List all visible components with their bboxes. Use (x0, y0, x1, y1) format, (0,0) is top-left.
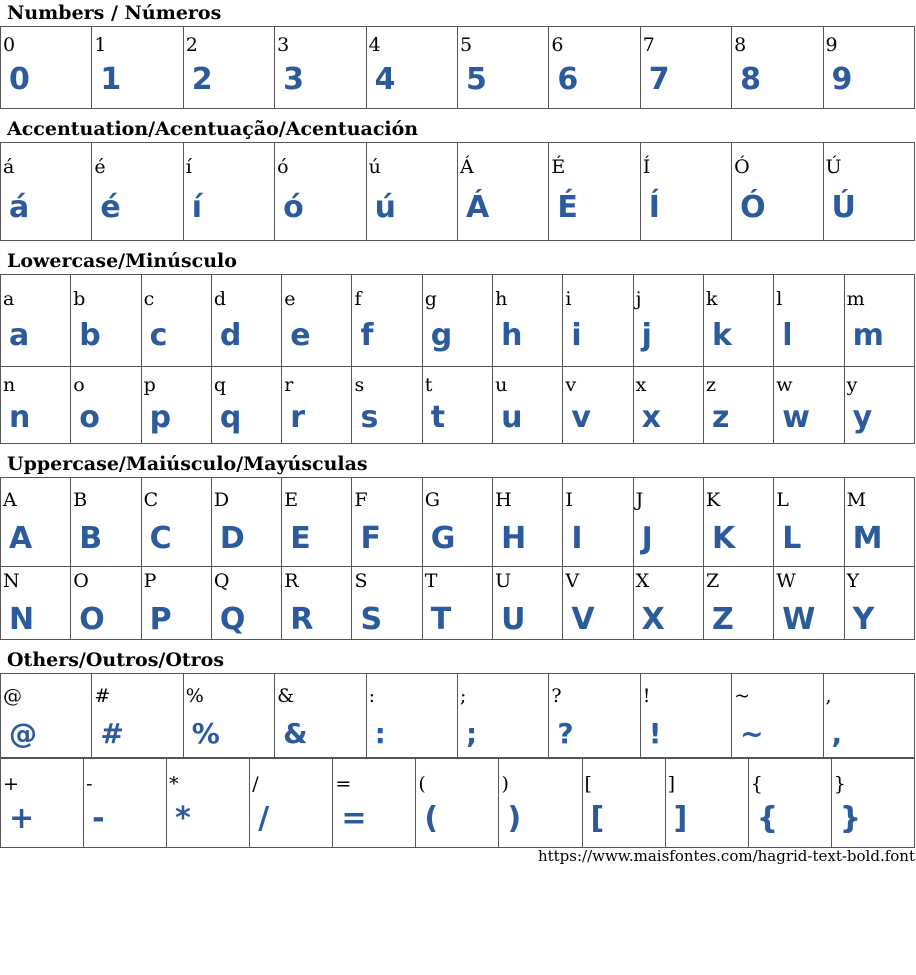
glyph-cell (633, 478, 703, 567)
glyph-label: l (776, 288, 783, 310)
glyph-sample: Ó (740, 190, 766, 225)
glyph-label: { (750, 773, 763, 795)
glyph-cell (774, 275, 844, 367)
glyph-cell (823, 143, 914, 241)
glyph-label: S (354, 570, 368, 592)
glyph-sample: / (258, 801, 270, 836)
glyph-sample: ? (557, 717, 574, 750)
glyph-cell (1, 143, 92, 241)
glyph-label: 3 (277, 34, 290, 56)
glyph-sample: ] (673, 801, 688, 836)
glyph-sample: } (839, 801, 862, 836)
glyph-sample: 6 (557, 62, 579, 97)
glyph-sample: k (711, 318, 732, 353)
glyph-label: Y (846, 570, 860, 592)
glyph-label: q (213, 374, 227, 396)
glyph-label: ? (551, 685, 562, 707)
glyph-cell (844, 478, 914, 567)
glyph-label: k (705, 288, 718, 310)
glyph-cell (282, 567, 352, 640)
glyph-cell (457, 27, 548, 109)
glyph-label: Á (459, 156, 474, 178)
glyph-cell (366, 674, 457, 759)
glyph-cell (333, 758, 416, 848)
glyph-label: N (3, 570, 20, 592)
glyph-label: 2 (185, 34, 198, 56)
glyph-cell (1, 674, 92, 759)
glyph-cell (774, 567, 844, 640)
glyph-sample: V (571, 602, 595, 637)
glyph-label: 7 (642, 34, 655, 56)
glyph-row (1, 567, 915, 640)
glyph-cell (366, 27, 457, 109)
others-table-1 (0, 673, 915, 759)
glyph-sample: d (219, 318, 242, 353)
glyph-cell (211, 275, 281, 367)
lowercase-title: Lowercase/Minúsculo (7, 250, 237, 272)
glyph-sample: p (149, 400, 172, 435)
glyph-label: t (424, 374, 433, 396)
glyph-label: G (424, 489, 440, 511)
glyph-row (1, 27, 915, 109)
glyph-label: a (3, 288, 15, 310)
glyph-cell (422, 367, 492, 444)
glyph-sample: Q (219, 602, 246, 637)
glyph-cell (1, 27, 92, 109)
glyph-label: i (565, 288, 572, 310)
glyph-sample: 4 (374, 62, 396, 97)
glyph-label: r (284, 374, 294, 396)
glyph-sample: L (782, 521, 802, 556)
glyph-sample: I (571, 521, 583, 556)
glyph-sample: ( (424, 801, 439, 836)
glyph-label: P (143, 570, 157, 592)
glyph-sample: v (571, 400, 591, 435)
glyph-sample: o (79, 400, 100, 435)
glyph-cell (275, 674, 366, 759)
glyph-label: 8 (734, 34, 747, 56)
glyph-label: y (846, 374, 858, 396)
glyph-cell (416, 758, 499, 848)
glyph-label: H (495, 489, 512, 511)
glyph-cell (183, 143, 274, 241)
glyph-sample: á (9, 190, 30, 225)
glyph-label: K (705, 489, 721, 511)
glyph-sample: s (360, 400, 379, 435)
glyph-sample: ) (507, 801, 522, 836)
glyph-sample: Ú (831, 190, 856, 225)
glyph-cell (71, 478, 141, 567)
glyph-cell (352, 275, 422, 367)
glyph-sample: 9 (831, 62, 853, 97)
lowercase-table (0, 274, 915, 444)
glyph-cell (732, 143, 823, 241)
glyph-cell (831, 758, 914, 848)
glyph-cell (633, 275, 703, 367)
glyph-sample: H (501, 521, 527, 556)
glyph-cell (422, 275, 492, 367)
glyph-sample: m (852, 318, 884, 353)
glyph-cell (732, 674, 823, 759)
glyph-cell (823, 27, 914, 109)
glyph-cell (84, 758, 167, 848)
glyph-label: ú (368, 156, 381, 178)
glyph-cell (823, 674, 914, 759)
glyph-cell (282, 367, 352, 444)
uppercase-title: Uppercase/Maiúsculo/Mayúsculas (7, 453, 368, 475)
glyph-row (1, 275, 915, 367)
glyph-cell (92, 27, 183, 109)
glyph-cell (183, 27, 274, 109)
glyph-sample: u (501, 400, 523, 435)
glyph-sample: 3 (283, 62, 305, 97)
glyph-sample: 2 (191, 62, 213, 97)
glyph-sample: z (711, 400, 730, 435)
glyph-cell (250, 758, 333, 848)
glyph-label: m (846, 288, 865, 310)
glyph-cell (493, 478, 563, 567)
glyph-cell (732, 27, 823, 109)
glyph-label: M (846, 489, 867, 511)
numbers-title: Numbers / Números (7, 2, 222, 24)
glyph-cell (1, 758, 84, 848)
glyph-sample: Á (465, 190, 490, 225)
glyph-sample: b (79, 318, 101, 353)
glyph-label: 1 (94, 34, 107, 56)
glyph-sample: [ (590, 801, 605, 836)
glyph-cell (1, 275, 71, 367)
glyph-label: / (252, 773, 259, 795)
glyph-cell (275, 143, 366, 241)
glyph-cell (844, 567, 914, 640)
glyph-sample: f (360, 318, 374, 353)
glyph-cell (640, 674, 731, 759)
glyph-cell (774, 367, 844, 444)
glyph-sample: ; (465, 717, 478, 750)
glyph-cell (1, 478, 71, 567)
glyph-cell (141, 478, 211, 567)
glyph-label: Z (705, 570, 720, 592)
glyph-sample: q (219, 400, 242, 435)
glyph-sample: = (341, 801, 367, 836)
glyph-row (1, 674, 915, 759)
glyph-cell (844, 275, 914, 367)
glyph-sample: x (641, 400, 662, 435)
glyph-label: O (73, 570, 89, 592)
glyph-label: R (284, 570, 299, 592)
glyph-sample: M (852, 521, 883, 556)
glyph-sample: é (100, 190, 121, 225)
glyph-sample: ! (648, 717, 662, 750)
glyph-cell (549, 27, 640, 109)
glyph-sample: 8 (740, 62, 761, 97)
glyph-cell (352, 367, 422, 444)
glyph-label: [ (584, 773, 592, 795)
glyph-cell (633, 567, 703, 640)
glyph-sample: 0 (9, 62, 30, 97)
glyph-cell (92, 143, 183, 241)
glyph-sample: { (756, 801, 779, 836)
glyph-cell (640, 27, 731, 109)
numbers-table (0, 26, 915, 109)
glyph-label: ; (459, 685, 467, 707)
glyph-label: g (424, 288, 437, 310)
glyph-cell (141, 367, 211, 444)
glyph-label: s (354, 374, 365, 396)
glyph-label: c (143, 288, 155, 310)
glyph-sample: c (149, 318, 168, 353)
glyph-sample: Z (711, 602, 734, 637)
glyph-sample: D (219, 521, 245, 556)
glyph-row (1, 478, 915, 567)
glyph-label: V (565, 570, 580, 592)
glyph-cell (282, 275, 352, 367)
glyph-cell (703, 367, 773, 444)
glyph-sample: T (430, 602, 452, 637)
glyph-cell (211, 478, 281, 567)
glyph-label: F (354, 489, 368, 511)
glyph-sample: a (9, 318, 30, 353)
glyph-sample: ú (374, 190, 396, 225)
glyph-sample: j (641, 318, 652, 353)
glyph-sample: 7 (648, 62, 670, 97)
others-title: Others/Outros/Otros (7, 649, 225, 671)
glyph-label: ! (642, 685, 651, 707)
uppercase-table (0, 477, 915, 640)
glyph-label: v (565, 374, 577, 396)
glyph-label: h (495, 288, 508, 310)
glyph-label: Ú (825, 156, 842, 178)
glyph-label: b (73, 288, 86, 310)
glyph-label: @ (3, 685, 22, 707)
glyph-label: Í (642, 156, 651, 178)
glyph-sample: # (100, 717, 124, 750)
glyph-cell (563, 478, 633, 567)
glyph-label: Q (213, 570, 230, 592)
glyph-sample: J (641, 521, 653, 556)
glyph-sample: % (191, 717, 220, 750)
glyph-label: é (94, 156, 106, 178)
glyph-cell (563, 275, 633, 367)
glyph-sample: n (9, 400, 31, 435)
glyph-sample: Y (852, 602, 875, 637)
glyph-sample: E (290, 521, 311, 556)
glyph-cell (141, 567, 211, 640)
glyph-cell (71, 567, 141, 640)
glyph-sample: ó (283, 190, 304, 225)
glyph-label: u (495, 374, 508, 396)
glyph-cell (549, 143, 640, 241)
glyph-label: ] (667, 773, 676, 795)
glyph-sample: & (283, 717, 308, 750)
glyph-sample: C (149, 521, 172, 556)
glyph-sample: X (641, 602, 665, 637)
glyph-cell (1, 567, 71, 640)
glyph-label: d (213, 288, 227, 310)
glyph-sample: P (149, 602, 172, 637)
glyph-cell (422, 567, 492, 640)
glyph-sample: F (360, 521, 381, 556)
glyph-sample: , (831, 717, 843, 750)
glyph-label: z (705, 374, 716, 396)
glyph-label: T (424, 570, 438, 592)
glyph-row (1, 758, 915, 848)
glyph-label: ( (418, 773, 426, 795)
glyph-sample: A (9, 521, 33, 556)
glyph-label: I (565, 489, 573, 511)
glyph-cell (563, 367, 633, 444)
glyph-label: + (3, 773, 19, 795)
glyph-cell (499, 758, 582, 848)
glyph-cell (549, 674, 640, 759)
glyph-cell (844, 367, 914, 444)
glyph-cell (366, 143, 457, 241)
glyph-cell (352, 478, 422, 567)
others-table-2 (0, 757, 915, 848)
glyph-sample: r (290, 400, 305, 435)
glyph-label: w (776, 374, 793, 396)
glyph-cell (183, 674, 274, 759)
glyph-sample: : (374, 717, 386, 750)
glyph-label: , (825, 685, 832, 707)
glyph-cell (457, 674, 548, 759)
glyph-sample: * (175, 801, 191, 836)
glyph-sample: i (571, 318, 582, 353)
glyph-label: 4 (368, 34, 381, 56)
glyph-cell (1, 367, 71, 444)
glyph-cell (774, 478, 844, 567)
glyph-sample: + (9, 801, 35, 836)
glyph-label: j (635, 288, 642, 310)
glyph-cell (282, 478, 352, 567)
glyph-label: 9 (825, 34, 838, 56)
glyph-label: * (169, 773, 179, 795)
glyph-sample: l (782, 318, 793, 353)
glyph-label: n (3, 374, 16, 396)
glyph-cell (493, 367, 563, 444)
glyph-cell (493, 275, 563, 367)
glyph-label: ) (501, 773, 509, 795)
accents-table (0, 142, 915, 241)
glyph-sample: N (9, 602, 35, 637)
glyph-label: í (185, 156, 192, 178)
glyph-sample: S (360, 602, 383, 637)
glyph-label: J (635, 489, 644, 511)
glyph-sample: h (501, 318, 523, 353)
glyph-cell (211, 567, 281, 640)
glyph-cell (457, 143, 548, 241)
glyph-label: 5 (459, 34, 473, 56)
glyph-sample: 1 (100, 62, 122, 97)
glyph-sample: e (290, 318, 311, 353)
glyph-label: U (495, 570, 512, 592)
glyph-cell (422, 478, 492, 567)
glyph-cell (275, 27, 366, 109)
glyph-label: É (551, 156, 566, 178)
glyph-cell (71, 367, 141, 444)
glyph-sample: É (557, 190, 578, 225)
glyph-label: # (94, 685, 111, 707)
footer-url[interactable]: https://www.maisfontes.com/hagrid-text-bold.font (537, 847, 915, 865)
glyph-label: e (284, 288, 296, 310)
glyph-sample: ~ (740, 717, 764, 750)
glyph-sample: g (430, 318, 453, 353)
glyph-sample: B (79, 521, 103, 556)
glyph-label: 0 (3, 34, 16, 56)
glyph-label: L (776, 489, 789, 511)
glyph-cell (582, 758, 665, 848)
glyph-row (1, 367, 915, 444)
glyph-cell (703, 275, 773, 367)
glyph-sample: @ (9, 717, 37, 750)
glyph-label: B (73, 489, 88, 511)
glyph-cell (563, 567, 633, 640)
glyph-cell (167, 758, 250, 848)
glyph-sample: W (782, 602, 816, 637)
glyph-cell (640, 143, 731, 241)
glyph-sample: 5 (465, 62, 487, 97)
glyph-label: á (3, 156, 15, 178)
glyph-label: x (635, 374, 647, 396)
glyph-cell (352, 567, 422, 640)
glyph-row (1, 143, 915, 241)
accents-title: Accentuation/Acentuação/Acentuación (7, 118, 419, 140)
glyph-sample: í (191, 190, 203, 225)
glyph-sample: G (430, 521, 456, 556)
glyph-label: X (635, 570, 650, 592)
glyph-cell (493, 567, 563, 640)
glyph-cell (141, 275, 211, 367)
glyph-label: 6 (551, 34, 564, 56)
glyph-sample: - (92, 801, 105, 836)
glyph-cell (703, 478, 773, 567)
glyph-cell (211, 367, 281, 444)
glyph-label: ~ (734, 685, 751, 707)
glyph-cell (71, 275, 141, 367)
glyph-cell (665, 758, 748, 848)
glyph-label: & (277, 685, 295, 707)
glyph-label: p (143, 374, 156, 396)
glyph-cell (703, 567, 773, 640)
glyph-label: : (368, 685, 375, 707)
glyph-label: - (86, 773, 93, 795)
glyph-label: % (185, 685, 204, 707)
glyph-label: D (213, 489, 230, 511)
glyph-sample: K (711, 521, 736, 556)
glyph-sample: U (501, 602, 526, 637)
glyph-cell (748, 758, 831, 848)
glyph-sample: w (782, 400, 810, 435)
glyph-cell (633, 367, 703, 444)
glyph-sample: R (290, 602, 314, 637)
glyph-sample: y (852, 400, 873, 435)
glyph-label: = (335, 773, 352, 795)
glyph-label: C (143, 489, 159, 511)
glyph-label: f (354, 288, 362, 310)
glyph-label: E (284, 489, 299, 511)
glyph-label: W (776, 570, 796, 592)
glyph-label: A (3, 489, 17, 511)
glyph-label: } (833, 773, 846, 795)
glyph-sample: Í (648, 190, 660, 225)
glyph-sample: O (79, 602, 105, 637)
glyph-label: Ó (734, 156, 750, 178)
glyph-cell (92, 674, 183, 759)
glyph-label: o (73, 374, 85, 396)
glyph-label: ó (277, 156, 289, 178)
glyph-sample: t (430, 400, 446, 435)
